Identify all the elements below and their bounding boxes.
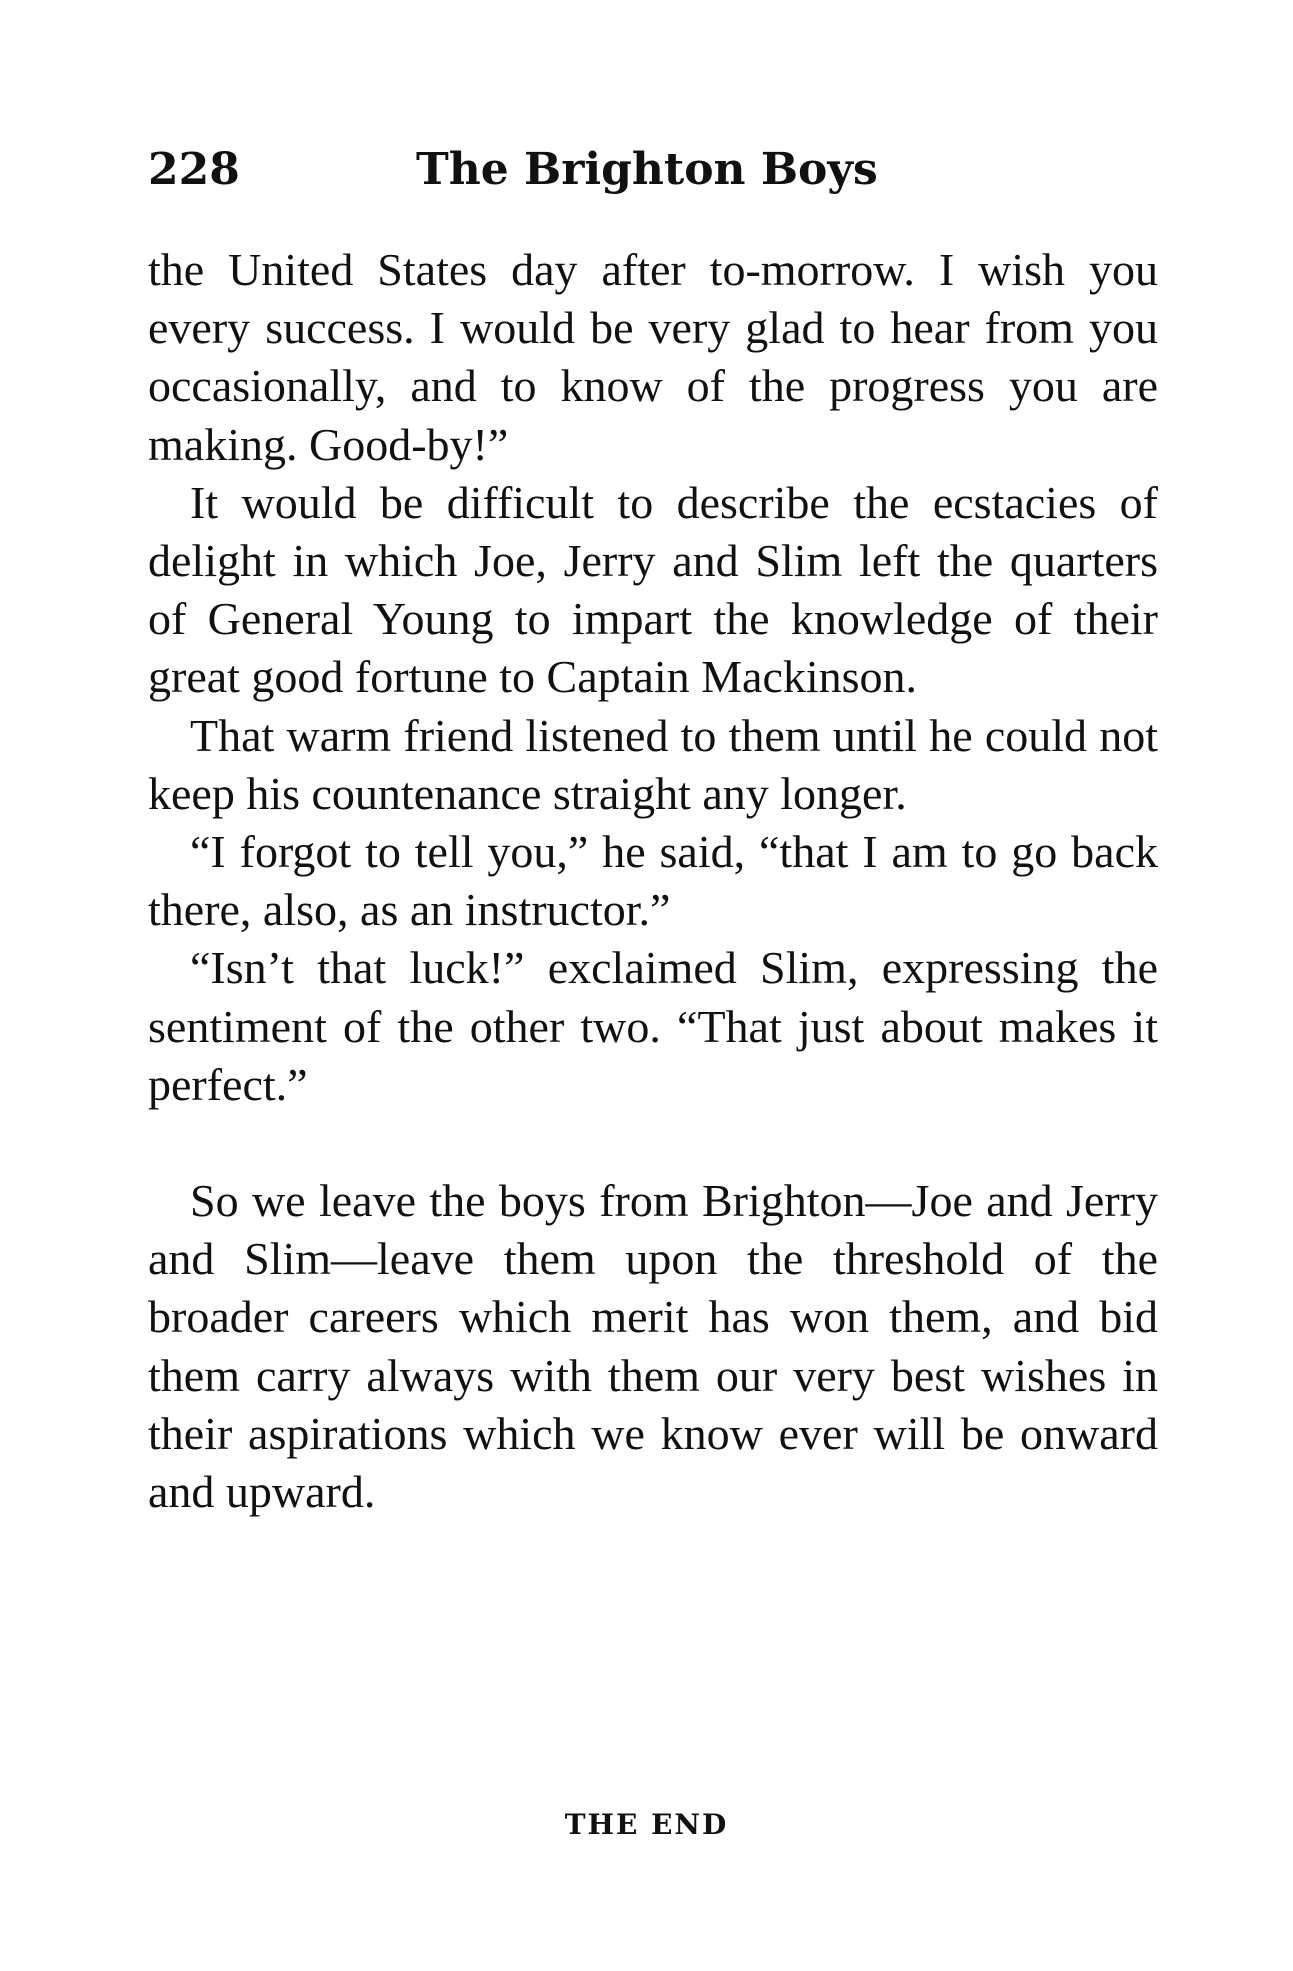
body-text bbox=[148, 241, 1158, 1521]
paragraph: That warm friend listened to them until he could not keep his countenance straight any longer. bbox=[148, 709, 1158, 819]
running-head bbox=[148, 140, 1158, 200]
the-end-label: THE END bbox=[564, 1808, 729, 1841]
paragraph: “I forgot to tell you,” he said, “that I am to go back there, also, as an instructor.” bbox=[148, 826, 1158, 936]
paragraph-continued: the United States day after to-morrow. I wish you every success. I would be very glad to hear from you occasionally, and to know of the progress you are making. Good-by!” bbox=[148, 244, 1158, 470]
paragraph: It would be difficult to describe the ecstacies of delight in which Joe, Jerry and Slim left the quarters of General Young to impart the knowledge of their great good fortune to Captain Mackinson. bbox=[148, 476, 1158, 703]
page-number: 228 bbox=[148, 144, 240, 195]
section-break bbox=[148, 1114, 1158, 1172]
closing-paragraph: So we leave the boys from Brighton—Joe and Jerry and Slim—leave them upon the threshold of the broader careers which merit has won them, and bid them carry always with them our very best wishes in their aspirations which we know ever will be onward and upward. bbox=[148, 1175, 1158, 1518]
book-title: The Brighton Boys bbox=[416, 144, 878, 195]
paragraph: “Isn’t that luck!” exclaimed Slim, expressing the sentiment of the other two. “That just about makes it perfect.” bbox=[148, 942, 1158, 1110]
